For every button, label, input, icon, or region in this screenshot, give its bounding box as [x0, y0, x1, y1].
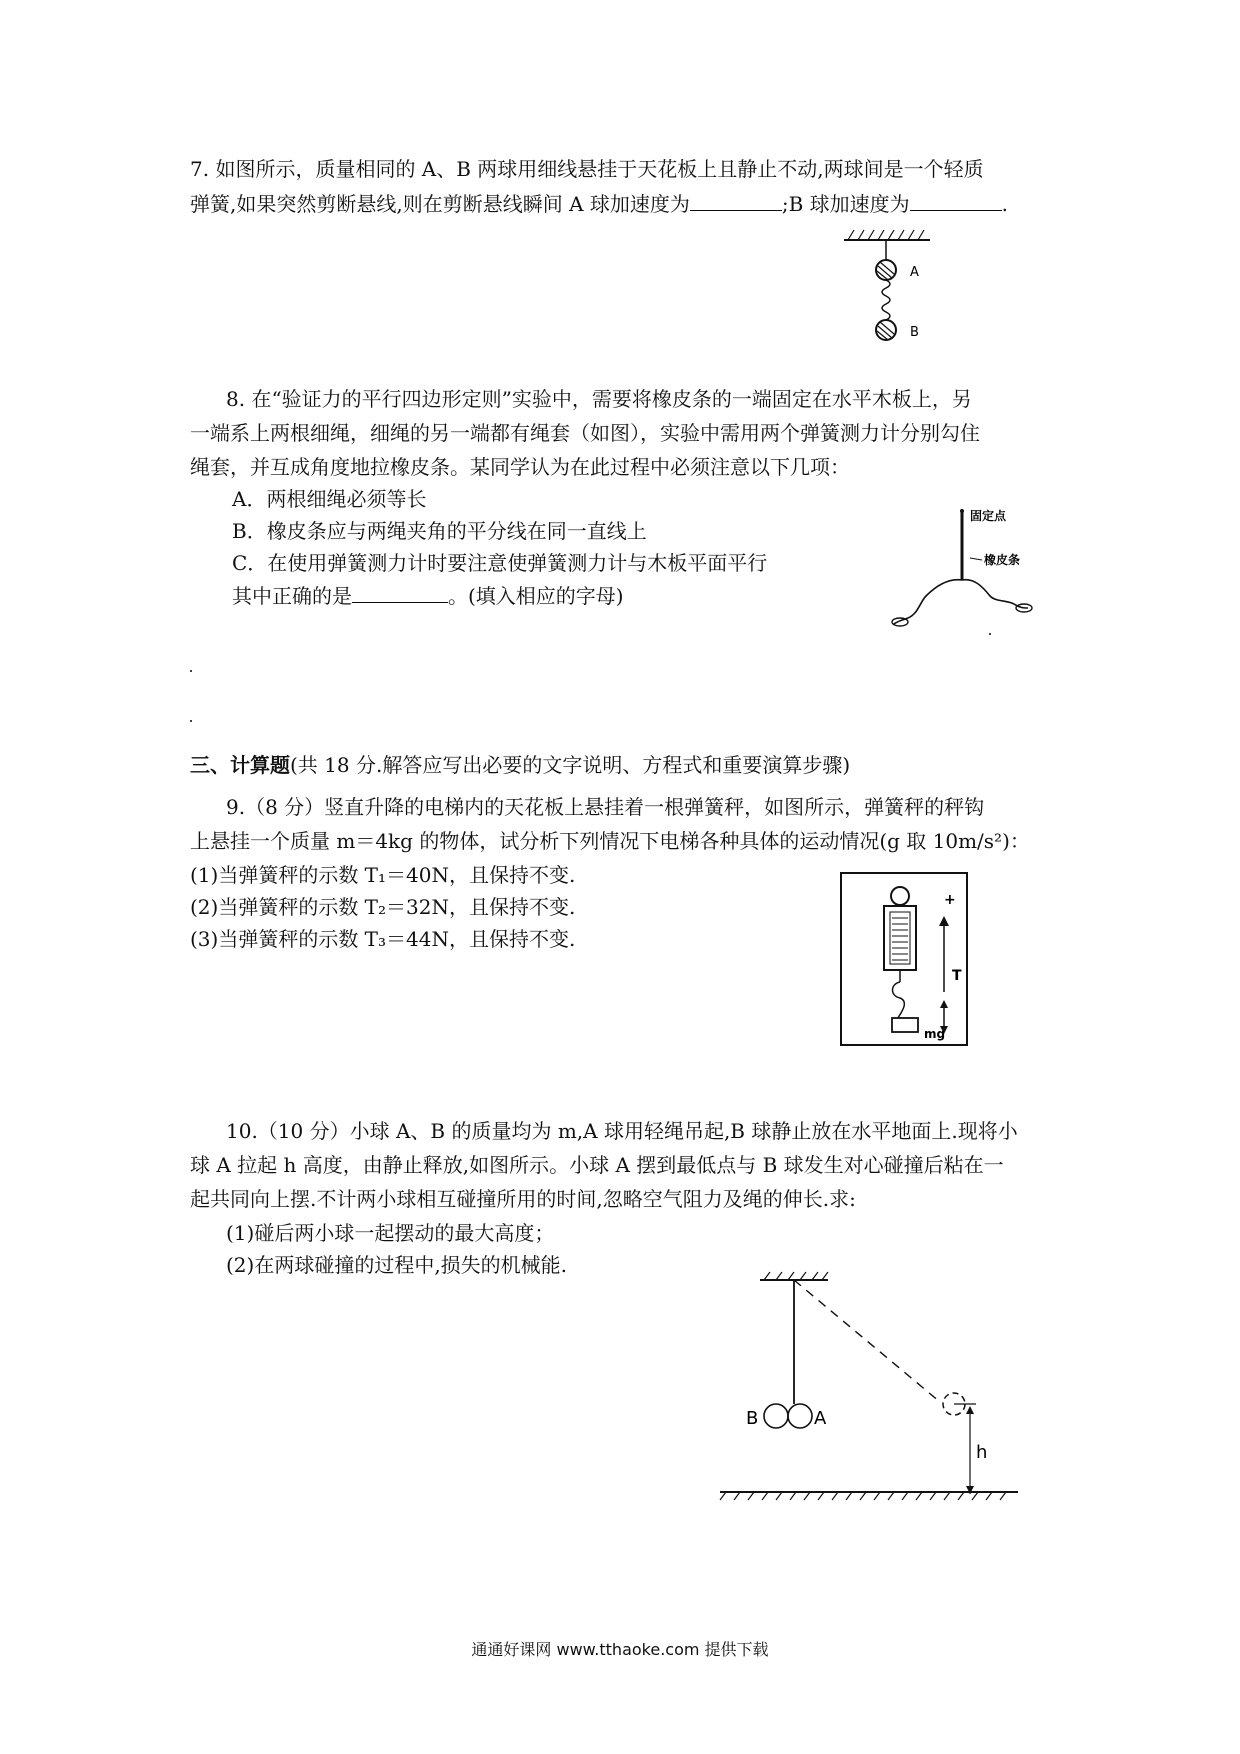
fig-label-fixed: 固定点 — [970, 509, 1007, 523]
stray-dot — [190, 720, 192, 722]
fig-a: A — [814, 1408, 827, 1429]
ball-b — [876, 320, 896, 340]
q10-line2: 球 A 拉起 h 高度，由静止释放,如图所示。小球 A 摆到最低点与 B 球发生对心碰撞后粘在一 — [190, 1153, 1004, 1177]
q7-line1: 7. 如图所示，质量相同的 A、B 两球用细线悬挂于天花板上且静止不动,两球间是一个轻质 — [190, 157, 984, 181]
q8-figure — [888, 500, 1048, 640]
spring — [882, 280, 890, 320]
section3-heading — [190, 750, 850, 780]
q9-line2: 上悬挂一个质量 m＝4kg 的物体，试分析下列情况下电梯各种具体的运动情况(g 取 10m/s²)： — [190, 829, 1030, 853]
q8-answer-line — [232, 580, 624, 611]
q7-line2-end: . — [1001, 192, 1009, 216]
q10-line1: 10.（10 分）小球 A、B 的质量均为 m,A 球用轻绳吊起,B 球静止放在水平地面上.现将小 — [226, 1119, 1018, 1143]
q8-option-a: A．两根细绳必须等长 — [232, 487, 427, 511]
q7-blank-a — [690, 188, 782, 211]
fig-mg: mg — [924, 1027, 946, 1041]
fig-label-b: B — [910, 325, 919, 340]
q9-figure — [840, 872, 970, 1048]
section3-title: 三、计算题 — [190, 753, 290, 777]
q7-line2 — [190, 188, 1008, 219]
footer-source: 通通好课网 www.tthaoke.com 提供下载 — [471, 1640, 769, 1659]
fig-t: T — [952, 968, 962, 984]
section3-note: (共 18 分.解答应写出必要的文字说明、方程式和重要演算步骤) — [290, 753, 851, 777]
q10-item1: (1)碰后两小球一起摆动的最大高度； — [226, 1221, 555, 1245]
q7-blank-b — [910, 188, 1002, 211]
dashed-string — [794, 1280, 940, 1402]
q8-option-b: B．橡皮条应与两绳夹角的平分线在同一直线上 — [232, 519, 647, 543]
q8-line2: 一端系上两根细绳，细绳的另一端都有绳套（如图），实验中需用两个弹簧测力计分别勾住 — [190, 421, 980, 445]
fig-label-a: A — [910, 265, 919, 280]
mass-block — [892, 1018, 918, 1032]
q8-blank — [352, 580, 448, 603]
cord-right — [962, 580, 1028, 608]
ball-b — [764, 1404, 788, 1428]
q8-answer-a: 其中正确的是 — [232, 584, 352, 608]
fig-label-rubber: 橡皮条 — [984, 553, 1021, 567]
q8-option-c: C．在使用弹簧测力计时要注意使弹簧测力计与木板平面平行 — [232, 551, 768, 575]
fig-plus: + — [944, 892, 956, 908]
stray-dot — [190, 670, 192, 672]
q8-line3: 绳套，并互成角度地拉橡皮条。某同学认为在此过程中必须注意以下几项： — [190, 455, 850, 479]
cord-left — [894, 580, 962, 624]
q9-item1: (1)当弹簧秤的示数 T₁＝40N，且保持不变. — [190, 863, 576, 887]
q9-line1: 9.（8 分）竖直升降的电梯内的天花板上悬挂着一根弹簧秤，如图所示，弹簧秤的秤钩 — [226, 795, 985, 819]
q9-item3: (3)当弹簧秤的示数 T₃＝44N，且保持不变. — [190, 927, 576, 951]
q8-line1: 8. 在“验证力的平行四边形定则”实验中，需要将橡皮条的一端固定在水平木板上，另 — [226, 387, 972, 411]
ball-a — [788, 1404, 812, 1428]
ball-a — [876, 260, 896, 280]
fig-h: h — [976, 1442, 988, 1463]
fig-b: B — [746, 1408, 759, 1429]
q7-line2-b: ;B 球加速度为 — [781, 192, 910, 216]
q9-item2: (2)当弹簧秤的示数 T₂＝32N，且保持不变. — [190, 895, 576, 919]
q10-line3: 起共同向上摆.不计两小球相互碰撞所用的时间,忽略空气阻力及绳的伸长.求: — [190, 1187, 856, 1211]
q7-figure — [838, 226, 958, 346]
q10-item2: (2)在两球碰撞的过程中,损失的机械能. — [226, 1253, 568, 1277]
q8-answer-b: 。(填入相应的字母) — [448, 584, 624, 608]
q10-figure — [716, 1268, 1026, 1463]
q7-line2-a: 弹簧,如果突然剪断悬线,则在剪断悬线瞬间 A 球加速度为 — [190, 192, 690, 216]
q10-ground — [716, 1488, 1026, 1508]
